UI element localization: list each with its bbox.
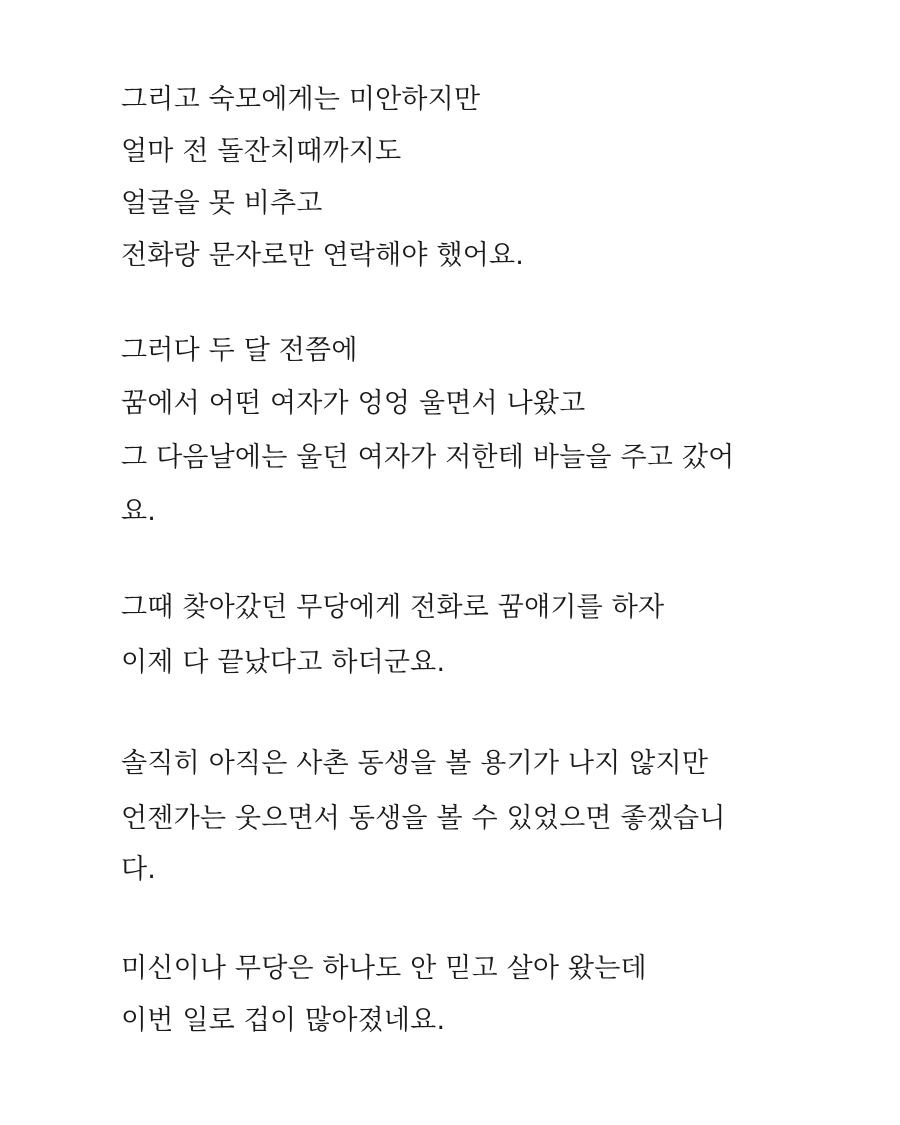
text-line: 그때 찾아갔던 무당에게 전화로 꿈얘기를 하자 <box>121 592 665 623</box>
text-line: 솔직히 아직은 사촌 동생을 볼 용기가 나지 않지만 <box>121 748 709 779</box>
text-line: 그러다 두 달 전쯤에 <box>121 335 358 366</box>
text-line: 얼마 전 돌잔치때까지도 <box>121 136 402 167</box>
text-line: 얼굴을 못 비추고 <box>121 188 323 219</box>
text-line: 다. <box>121 854 157 885</box>
text-line: 이제 다 끝났다고 하더군요. <box>121 647 446 678</box>
text-line: 전화랑 문자로만 연락해야 했어요. <box>121 240 525 271</box>
text-line: 이번 일로 겁이 많아졌네요. <box>121 1005 446 1036</box>
text-line: 그 다음날에는 울던 여자가 저한테 바늘을 주고 갔어 <box>121 442 735 473</box>
text-line: 미신이나 무당은 하나도 안 믿고 살아 왔는데 <box>121 953 647 984</box>
text-line: 꿈에서 어떤 여자가 엉엉 울면서 나왔고 <box>121 388 586 419</box>
text-line: 그리고 숙모에게는 미안하지만 <box>121 84 481 115</box>
text-line: 언젠가는 웃으면서 동생을 볼 수 있었으면 좋겠습니 <box>121 803 726 834</box>
text-line: 요. <box>121 496 157 527</box>
